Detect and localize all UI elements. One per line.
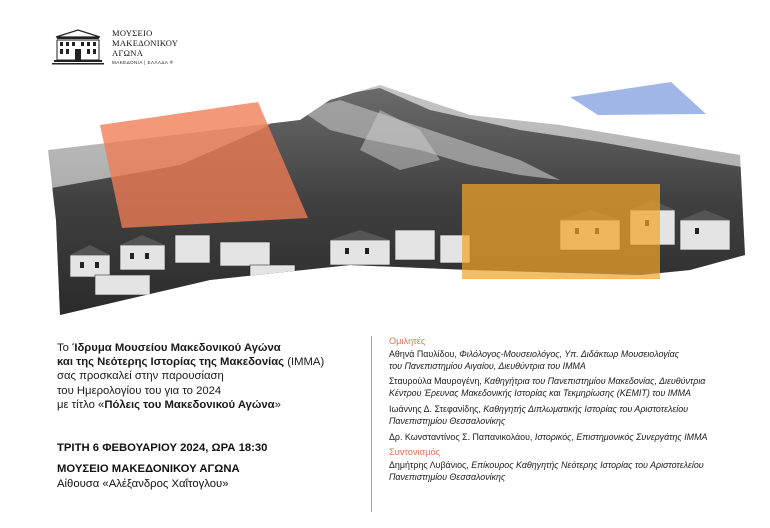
foundation-acronym: (ΙΜΜΑ) bbox=[284, 356, 325, 369]
speaker-entry bbox=[389, 349, 764, 373]
coordinator-name: Δημήτρης Λυβάνιος, bbox=[389, 460, 472, 471]
museum-building-icon bbox=[52, 28, 104, 66]
speaker-entry bbox=[389, 432, 764, 444]
coordinator-role: Πανεπιστημίου Θεσσαλονίκης bbox=[389, 471, 506, 482]
logo-line-1: ΜΟΥΣΕΙΟ bbox=[112, 28, 153, 38]
logo-subtitle: ΜΑΚΕΔΟΝΙΑ | ΕΛΛΑΔΑ ® bbox=[112, 60, 174, 65]
speaker-name: Σταυρούλα Μαυρογένη, bbox=[389, 376, 485, 387]
hero-collage-image bbox=[0, 70, 770, 320]
event-hall: Αίθουσα «Αλέξανδρος Χαΐτογλου» bbox=[57, 478, 229, 490]
foundation-name: Ίδρυμα Μουσείου Μακεδονικού Αγώνα bbox=[72, 342, 281, 354]
logo-wordmark bbox=[112, 28, 178, 58]
invite-line: σας προσκαλεί στην παρουσίαση bbox=[57, 370, 224, 383]
coordination-heading: Συντονισμός bbox=[389, 447, 441, 458]
event-date: ΤΡΙΤΗ 6 ΦΕΒΟΥΑΡΙΟΥ 2024, ΩΡΑ 18:30 bbox=[57, 442, 268, 454]
speaker-role: Φιλόλογος-Μουσειολόγος, Υπ. Διδάκτωρ Μουσειολογίας bbox=[459, 348, 680, 359]
speaker-name: Αθηνά Παυλίδου, bbox=[389, 348, 460, 359]
speakers-section bbox=[389, 336, 764, 488]
speaker-role: του Πανεπιστημίου Αιγαίου, Διευθύντρια του ΙΜΜΑ bbox=[389, 360, 586, 371]
speaker-role: Καθηγήτρια του Πανεπιστημίου Μακεδονίας, Διευθύντρια bbox=[484, 376, 706, 387]
logo-line-2: ΜΑΚΕΔΟΝΙΚΟΥ bbox=[112, 38, 179, 48]
speaker-entry bbox=[389, 376, 764, 400]
orange-overlay bbox=[100, 102, 308, 228]
speaker-name: Ιωάννης Δ. Στεφανίδης, bbox=[389, 403, 484, 414]
calendar-title: Πόλεις του Μακεδονικού Αγώνα bbox=[104, 398, 275, 411]
blue-overlay bbox=[570, 82, 706, 115]
coordinator-entry bbox=[389, 460, 764, 484]
event-venue: ΜΟΥΣΕΙΟ ΜΑΚΕΔΟΝΙΚΟΥ ΑΓΩΝΑ bbox=[57, 463, 240, 475]
invite-text: Το bbox=[57, 342, 73, 354]
speaker-role: Ιστορικός, Επιστημονικός Συνεργάτης ΙΜΜΑ bbox=[534, 431, 708, 442]
logo-line-3: ΑΓΩΝΑ bbox=[112, 48, 144, 58]
column-divider bbox=[371, 336, 372, 512]
speaker-role: Καθηγητής Διπλωματικής Ιστορίας του Αριστοτελείου bbox=[483, 403, 689, 414]
invitation-text bbox=[57, 341, 357, 412]
invite-text: με τίτλο « bbox=[57, 398, 105, 411]
speaker-role: Κέντρου Έρευνας Μακεδονικής Ιστορίας και Τεκμηρίωσης (ΚΕΜΙΤ) του ΙΜΜΑ bbox=[389, 388, 691, 399]
speaker-entry bbox=[389, 404, 764, 428]
museum-logo bbox=[52, 28, 212, 70]
foundation-name-cont: και της Νεότερης Ιστορίας της Μακεδονίας bbox=[57, 356, 285, 369]
speakers-heading: Ομιλητές bbox=[389, 336, 426, 346]
speaker-name: Δρ. Κωνσταντίνος Σ. Παπανικολάου, bbox=[389, 431, 535, 442]
speaker-role: Πανεπιστημίου Θεσσαλονίκης bbox=[389, 415, 506, 426]
invite-text: » bbox=[274, 398, 281, 411]
invite-line: του Ημερολογίου του για το 2024 bbox=[57, 384, 222, 397]
coordinator-role: Επίκουρος Καθηγητής Νεότερης Ιστορίας του Αριστοτελείου bbox=[471, 460, 704, 471]
yellow-overlay bbox=[462, 184, 660, 279]
